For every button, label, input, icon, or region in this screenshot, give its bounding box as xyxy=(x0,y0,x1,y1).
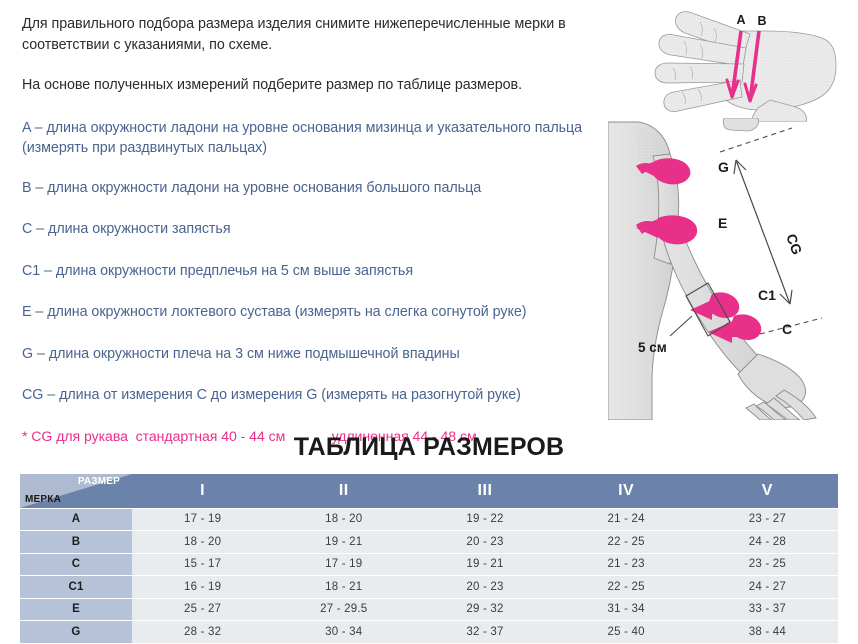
cell-c-1: 15 - 17 xyxy=(132,553,273,576)
table-row xyxy=(20,621,838,644)
cell-c-3: 19 - 21 xyxy=(414,553,555,576)
row-label-g: G xyxy=(20,621,132,644)
measurement-desc-c1: C1 – длина окружности предплечья на 5 см выше запястья xyxy=(22,262,414,279)
cell-a-4: 21 - 24 xyxy=(556,508,697,531)
intro-paragraph-1: Для правильного подбора размера изделия снимите нижеперечисленные мерки в соответствии с указаниями, по схеме. xyxy=(22,16,566,53)
row-label-b: B xyxy=(20,531,132,554)
measurement-desc-a: A – длина окружности ладони на уровне основания мизинца и указательного пальца (измерять при раздвинутых пальцах) xyxy=(22,119,583,156)
corner-label-merka: МЕРКА xyxy=(25,493,61,505)
cell-b-5: 24 - 28 xyxy=(697,531,838,554)
cell-b-4: 22 - 25 xyxy=(556,531,697,554)
measurement-desc-g: G – длина окружности плеча на 3 см ниже подмышечной впадины xyxy=(22,345,460,362)
measurement-desc-b: B – длина окружности ладони на уровне основания большого пальца xyxy=(22,179,482,196)
arm-label-5cm: 5 см xyxy=(638,340,667,355)
row-label-c1: C1 xyxy=(20,576,132,599)
table-row xyxy=(20,531,838,554)
cell-e-4: 31 - 34 xyxy=(556,598,697,621)
instructions-column xyxy=(22,14,592,446)
cell-c1-5: 24 - 27 xyxy=(697,576,838,599)
cell-e-1: 25 - 27 xyxy=(132,598,273,621)
cell-a-1: 17 - 19 xyxy=(132,508,273,531)
table-body xyxy=(20,508,838,643)
cell-g-4: 25 - 40 xyxy=(556,621,697,644)
arm-label-cg: CG xyxy=(783,231,806,257)
measurement-desc-c: C – длина окружности запястья xyxy=(22,221,231,237)
measurement-desc-cg: CG – длина от измерения C до измерения G (измерять на разогнутой руке) xyxy=(22,387,521,403)
hand-measurement-diagram xyxy=(610,0,858,122)
column-header-1: I xyxy=(132,474,273,508)
cell-c-2: 17 - 19 xyxy=(273,553,414,576)
cell-a-2: 18 - 20 xyxy=(273,508,414,531)
cell-g-3: 32 - 37 xyxy=(414,621,555,644)
arm-5cm-bracket xyxy=(670,283,730,336)
cell-c-5: 23 - 25 xyxy=(697,553,838,576)
row-label-a: A xyxy=(20,508,132,531)
table-row xyxy=(20,598,838,621)
arm-label-g: G xyxy=(718,159,729,175)
cell-c1-1: 16 - 19 xyxy=(132,576,273,599)
cell-g-5: 38 - 44 xyxy=(697,621,838,644)
table-corner-cell xyxy=(20,474,132,508)
corner-label-size: РАЗМЕР xyxy=(77,476,120,487)
arm-label-e: E xyxy=(718,215,728,231)
table-row xyxy=(20,576,838,599)
page-title: ТАБЛИЦА РАЗМЕРОВ xyxy=(293,433,565,461)
arm-label-c: C xyxy=(782,321,793,337)
table-header-row xyxy=(20,474,838,508)
column-header-2: II xyxy=(273,474,414,508)
cell-c1-4: 22 - 25 xyxy=(556,576,697,599)
arm-label-c1: C1 xyxy=(758,287,776,303)
cell-b-1: 18 - 20 xyxy=(132,531,273,554)
cell-e-3: 29 - 32 xyxy=(414,598,555,621)
cell-e-2: 27 - 29.5 xyxy=(273,598,414,621)
intro-paragraph-2: На основе полученных измерений подберите размер по таблице размеров. xyxy=(22,77,523,93)
row-label-c: C xyxy=(20,553,132,576)
hand-label-b: B xyxy=(757,14,767,28)
measurement-desc-e: E – длина окружности локтевого сустава (измерять на слегка согнутой руке) xyxy=(22,304,527,320)
table-row xyxy=(20,508,838,531)
row-label-e: E xyxy=(20,598,132,621)
hand-label-a: A xyxy=(736,13,746,27)
size-chart-table xyxy=(20,474,838,644)
cell-e-5: 33 - 37 xyxy=(697,598,838,621)
cell-b-2: 19 - 21 xyxy=(273,531,414,554)
cell-g-1: 28 - 32 xyxy=(132,621,273,644)
column-header-5: V xyxy=(697,474,838,508)
sleeve-length-note: * CG для рукава стандартная 40 - 44 см удлиненная 44 - 48 см xyxy=(22,427,477,444)
table-row xyxy=(20,553,838,576)
column-header-4: IV xyxy=(556,474,697,508)
cell-a-5: 23 - 27 xyxy=(697,508,838,531)
cell-c-4: 21 - 23 xyxy=(556,553,697,576)
cell-a-3: 19 - 22 xyxy=(414,508,555,531)
cell-g-2: 30 - 34 xyxy=(273,621,414,644)
arm-measurement-diagram xyxy=(608,118,858,418)
cell-c1-2: 18 - 21 xyxy=(273,576,414,599)
column-header-3: III xyxy=(414,474,555,508)
cell-c1-3: 20 - 23 xyxy=(414,576,555,599)
cell-b-3: 20 - 23 xyxy=(414,531,555,554)
